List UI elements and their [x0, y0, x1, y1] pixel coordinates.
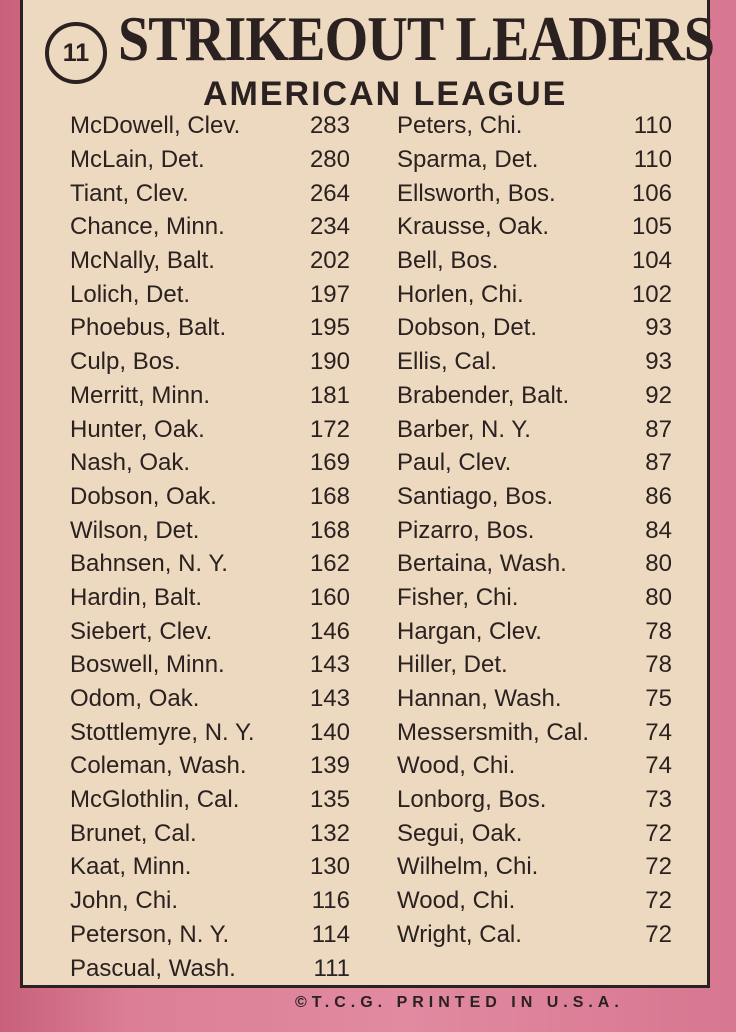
- player-name: Bahnsen, N. Y.: [70, 550, 228, 578]
- strikeout-count: 72: [645, 887, 672, 915]
- leader-row: [70, 210, 350, 244]
- player-name: Peterson, N. Y.: [70, 920, 230, 948]
- strikeout-count: 102: [631, 280, 672, 308]
- leader-row: [397, 614, 672, 648]
- leader-row: [70, 715, 350, 749]
- strikeout-count: 116: [311, 887, 350, 915]
- strikeout-count: 280: [309, 146, 350, 174]
- strikeout-count: 86: [645, 482, 672, 510]
- player-name: McDowell, Clev.: [70, 112, 241, 140]
- leader-row: [70, 379, 350, 413]
- leader-row: [70, 682, 350, 716]
- player-name: McLain, Det.: [70, 146, 205, 174]
- player-name: Hunter, Oak.: [70, 415, 205, 443]
- strikeout-count: 139: [309, 752, 350, 780]
- player-name: Ellsworth, Bos.: [397, 179, 556, 207]
- printing-footer: ©T.C.G. PRINTED IN U.S.A.: [295, 994, 624, 1011]
- player-name: Phoebus, Balt.: [70, 314, 227, 342]
- strikeout-count: 140: [309, 718, 350, 746]
- strikeout-count: 87: [645, 415, 672, 443]
- strikeout-count: 80: [645, 583, 672, 611]
- strikeout-count: 73: [645, 786, 672, 814]
- strikeout-count: 75: [645, 685, 672, 713]
- player-name: Lonborg, Bos.: [397, 786, 547, 814]
- leader-row: [397, 244, 672, 278]
- leader-row: [397, 547, 672, 581]
- leader-row: [397, 715, 672, 749]
- leader-row: [70, 783, 350, 817]
- leader-row: [70, 311, 350, 345]
- player-name: Siebert, Clev.: [70, 617, 213, 645]
- strikeout-count: 105: [631, 213, 672, 241]
- player-name: Odom, Oak.: [70, 685, 200, 713]
- player-name: Messersmith, Cal.: [397, 718, 590, 746]
- leader-row: [70, 648, 350, 682]
- player-name: John, Chi.: [70, 887, 179, 915]
- player-name: Pizarro, Bos.: [397, 516, 535, 544]
- leader-row: [397, 884, 672, 918]
- leader-row: [397, 210, 672, 244]
- leader-row: [70, 277, 350, 311]
- player-name: Stottlemyre, N. Y.: [70, 718, 255, 746]
- leader-row: [70, 614, 350, 648]
- player-name: Paul, Clev.: [397, 449, 512, 477]
- leader-row: [70, 884, 350, 918]
- right-leaders-column: [397, 109, 672, 951]
- player-name: Wilson, Det.: [70, 516, 200, 544]
- leader-row: [70, 749, 350, 783]
- strikeout-count: 195: [309, 314, 350, 342]
- card-title: STRIKEOUT LEADERS: [118, 4, 715, 74]
- leader-row: [397, 412, 672, 446]
- strikeout-count: 111: [313, 954, 350, 982]
- strikeout-count: 264: [309, 179, 350, 207]
- leader-row: [70, 109, 350, 143]
- strikeout-count: 130: [309, 853, 350, 881]
- player-name: Dobson, Oak.: [70, 482, 217, 510]
- strikeout-count: 110: [633, 146, 672, 174]
- strikeout-count: 146: [309, 617, 350, 645]
- leader-row: [397, 277, 672, 311]
- strikeout-count: 72: [645, 920, 672, 948]
- player-name: Krausse, Oak.: [397, 213, 550, 241]
- leader-row: [397, 783, 672, 817]
- leader-row: [70, 244, 350, 278]
- player-name: Wilhelm, Chi.: [397, 853, 539, 881]
- player-name: Chance, Minn.: [70, 213, 225, 241]
- player-name: McNally, Balt.: [70, 247, 215, 275]
- leader-row: [70, 547, 350, 581]
- player-name: Lolich, Det.: [70, 280, 191, 308]
- strikeout-count: 110: [633, 112, 672, 140]
- player-name: McGlothlin, Cal.: [70, 786, 240, 814]
- player-name: Hannan, Wash.: [397, 685, 562, 713]
- leader-row: [397, 345, 672, 379]
- player-name: Hiller, Det.: [397, 651, 508, 679]
- leader-row: [397, 143, 672, 177]
- league-subtitle: AMERICAN LEAGUE: [203, 75, 568, 113]
- card-number-badge: 11: [45, 22, 107, 84]
- leader-row: [397, 109, 672, 143]
- leader-row: [70, 176, 350, 210]
- strikeout-count: 160: [309, 583, 350, 611]
- strikeout-count: 143: [309, 685, 350, 713]
- leader-row: [70, 581, 350, 615]
- strikeout-count: 168: [309, 482, 350, 510]
- strikeout-count: 92: [645, 381, 672, 409]
- strikeout-count: 104: [631, 247, 672, 275]
- leader-row: [70, 850, 350, 884]
- strikeout-count: 72: [645, 853, 672, 881]
- player-name: Tiant, Clev.: [70, 179, 189, 207]
- strikeout-count: 114: [311, 920, 350, 948]
- player-name: Brunet, Cal.: [70, 819, 197, 847]
- leader-row: [70, 513, 350, 547]
- leader-row: [397, 682, 672, 716]
- leader-row: [397, 581, 672, 615]
- player-name: Santiago, Bos.: [397, 482, 554, 510]
- leader-row: [397, 918, 672, 952]
- strikeout-count: 283: [309, 112, 350, 140]
- strikeout-count: 87: [645, 449, 672, 477]
- player-name: Wood, Chi.: [397, 752, 516, 780]
- leader-row: [70, 816, 350, 850]
- player-name: Wright, Cal.: [397, 920, 522, 948]
- leader-row: [70, 951, 350, 985]
- leader-row: [70, 345, 350, 379]
- player-name: Coleman, Wash.: [70, 752, 247, 780]
- strikeout-count: 135: [309, 786, 350, 814]
- strikeout-count: 168: [309, 516, 350, 544]
- leader-row: [397, 176, 672, 210]
- player-name: Kaat, Minn.: [70, 853, 192, 881]
- leader-row: [397, 648, 672, 682]
- strikeout-count: 169: [309, 449, 350, 477]
- player-name: Pascual, Wash.: [70, 954, 236, 982]
- player-name: Segui, Oak.: [397, 819, 523, 847]
- leader-row: [397, 513, 672, 547]
- player-name: Fisher, Chi.: [397, 583, 519, 611]
- strikeout-count: 84: [645, 516, 672, 544]
- leader-row: [70, 446, 350, 480]
- player-name: Culp, Bos.: [70, 348, 181, 376]
- leader-row: [70, 918, 350, 952]
- leader-row: [397, 749, 672, 783]
- strikeout-count: 143: [309, 651, 350, 679]
- strikeout-count: 74: [645, 752, 672, 780]
- leader-row: [70, 412, 350, 446]
- strikeout-count: 93: [645, 314, 672, 342]
- leader-row: [70, 143, 350, 177]
- strikeout-count: 72: [645, 819, 672, 847]
- player-name: Peters, Chi.: [397, 112, 523, 140]
- player-name: Hargan, Clev.: [397, 617, 542, 645]
- strikeout-count: 202: [309, 247, 350, 275]
- strikeout-count: 234: [309, 213, 350, 241]
- player-name: Ellis, Cal.: [397, 348, 498, 376]
- strikeout-count: 78: [645, 617, 672, 645]
- player-name: Boswell, Minn.: [70, 651, 225, 679]
- leader-row: [397, 446, 672, 480]
- strikeout-count: 78: [645, 651, 672, 679]
- leader-row: [397, 850, 672, 884]
- player-name: Sparma, Det.: [397, 146, 539, 174]
- strikeout-count: 80: [645, 550, 672, 578]
- player-name: Dobson, Det.: [397, 314, 538, 342]
- player-name: Merritt, Minn.: [70, 381, 211, 409]
- player-name: Horlen, Chi.: [397, 280, 524, 308]
- strikeout-count: 93: [645, 348, 672, 376]
- leader-row: [70, 480, 350, 514]
- leader-row: [397, 311, 672, 345]
- leader-row: [397, 379, 672, 413]
- player-name: Wood, Chi.: [397, 887, 516, 915]
- player-name: Bertaina, Wash.: [397, 550, 567, 578]
- player-name: Hardin, Balt.: [70, 583, 203, 611]
- leader-row: [397, 480, 672, 514]
- strikeout-count: 74: [645, 718, 672, 746]
- strikeout-count: 132: [309, 819, 350, 847]
- player-name: Brabender, Balt.: [397, 381, 570, 409]
- strikeout-count: 181: [309, 381, 350, 409]
- strikeout-count: 162: [309, 550, 350, 578]
- strikeout-count: 197: [309, 280, 350, 308]
- strikeout-count: 190: [309, 348, 350, 376]
- player-name: Bell, Bos.: [397, 247, 499, 275]
- strikeout-count: 172: [309, 415, 350, 443]
- player-name: Nash, Oak.: [70, 449, 191, 477]
- left-leaders-column: [70, 109, 350, 985]
- player-name: Barber, N. Y.: [397, 415, 531, 443]
- leader-row: [397, 816, 672, 850]
- strikeout-count: 106: [631, 179, 672, 207]
